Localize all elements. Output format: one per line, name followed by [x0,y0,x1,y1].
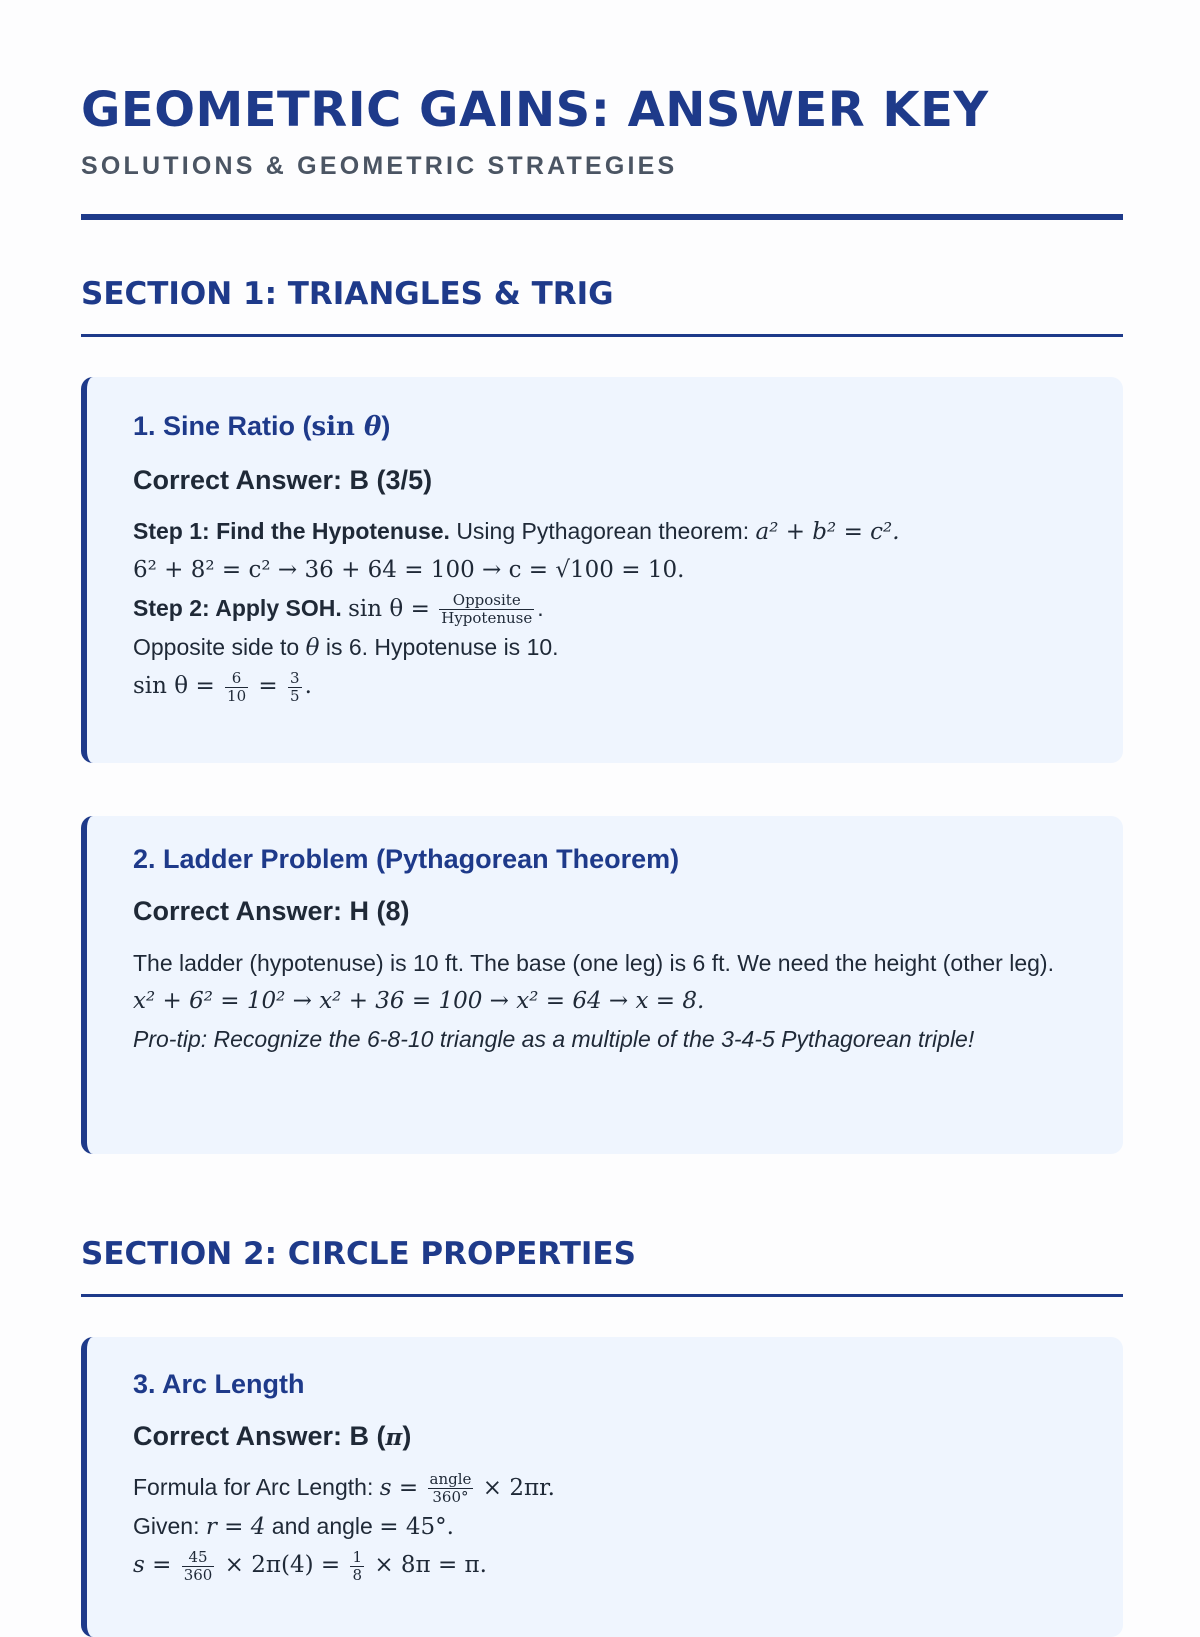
correct-answer: Correct Answer: H (8) [133,896,410,926]
given-radius: r = 4 [205,1514,266,1540]
fraction [350,1549,364,1584]
fraction-numerator: 6 [225,670,248,688]
calculation-line: 6² + 8² = c² → 36 + 64 = 100 → c = √100 = 10. [133,557,685,583]
math-var: θ [364,412,382,442]
text-fragment: is 6. Hypotenuse is 10. [325,634,559,660]
problem-title-text: 1. Sine Ratio ( [133,411,312,441]
step-2-line: Step 2: Apply SOH. sin θ = $\frac{\text{Opposite}}{\text{Hypotenuse}}$ . [133,591,544,628]
given-label: Given: [133,1513,200,1539]
step-1-line [133,512,1083,551]
calc-middle: × 2π(4) = [224,1552,341,1578]
fraction-denominator: 360 [183,1565,213,1584]
fraction-numerator: angle [429,1470,472,1489]
equation-line: x² + 6² = 10² → x² + 36 = 100 → x² = 64 → x = 8. [133,988,705,1014]
fraction-denominator: 5 [290,686,300,705]
answer-text: Correct Answer: B ( [133,1421,386,1451]
problem-card-3 [81,1337,1123,1637]
answer-close: ) [402,1421,412,1451]
calc-rhs: × 8π = π. [374,1552,487,1578]
section-heading: SECTION 1: TRIANGLES & TRIG [81,276,614,312]
answer-math: π [385,1424,403,1451]
calc-lhs: s = [133,1552,172,1578]
solution-body [133,512,1083,705]
step-2-function: sin θ = [348,596,430,622]
fraction-denominator: 10 [227,686,247,705]
correct-answer: Correct Answer: B (3/5) [133,465,433,495]
formula-lhs: s = [379,1475,419,1501]
fraction-denominator: 8 [352,1565,363,1584]
fraction [439,592,534,627]
opposite-side-line [133,628,1083,667]
page-title: GEOMETRIC GAINS: ANSWER KEY [81,82,989,138]
solution-paragraph: The ladder (hypotenuse) is 10 ft. The base (one leg) is 6 ft. We need the height (other leg). [133,950,1054,976]
fraction-numerator: Opposite [439,592,534,610]
section-heading: SECTION 2: CIRCLE PROPERTIES [81,1236,636,1272]
problem-title: 3. Arc Length [133,1369,305,1399]
fraction-numerator: 45 [182,1549,215,1567]
text-fragment: Opposite side to [133,634,300,660]
math-var: θ [305,635,320,661]
step-1-formula: a² + b² = c². [755,519,900,545]
problem-title: 2. Ladder Problem (Pythagorean Theorem) [133,844,680,874]
fraction-denominator: Hypotenuse [441,609,533,628]
fraction-denominator: 360° [432,1488,469,1507]
section-2-header [81,1236,1123,1297]
problem-card-2 [81,816,1123,1154]
correct-answer [133,1421,411,1452]
given-text: and angle [271,1513,373,1539]
pro-tip: Pro-tip: Recognize the 6-8-10 triangle as a multiple of the 3-4-5 Pythagorean triple! [133,1026,975,1052]
result-function: sin θ = [133,673,215,699]
fraction [225,670,248,705]
page-subtitle: SOLUTIONS & GEOMETRIC STRATEGIES [81,152,678,180]
section-1-header [81,276,1123,337]
given-angle: = 45°. [379,1514,454,1540]
fraction-numerator: 3 [290,668,300,687]
fraction [288,670,302,705]
title-divider [81,214,1123,220]
problem-card-1 [81,377,1123,763]
solution-body [133,944,1083,1058]
formula-line [133,1468,1083,1507]
fraction-numerator: 1 [352,1547,363,1566]
result-line: sin θ = $\frac{6}{10}$ = $\frac{3}{5}$ . [133,668,312,705]
problem-title-close: ) [381,411,391,441]
fraction [182,1549,215,1584]
fraction [428,1471,474,1506]
step-1-label: Step 1: Find the Hypotenuse. [133,518,450,544]
calculation-line [133,1546,1083,1584]
step-2-label: Step 2: Apply SOH. [133,595,342,621]
problem-title [133,411,390,442]
given-line [133,1507,1083,1546]
formula-rhs: × 2πr. [482,1475,555,1501]
problem-title-math [312,412,382,442]
step-1-text: Using Pythagorean theorem: [456,518,750,544]
math-fn: sin [311,412,355,442]
solution-body [133,1468,1083,1584]
formula-label: Formula for Arc Length: [133,1474,374,1500]
